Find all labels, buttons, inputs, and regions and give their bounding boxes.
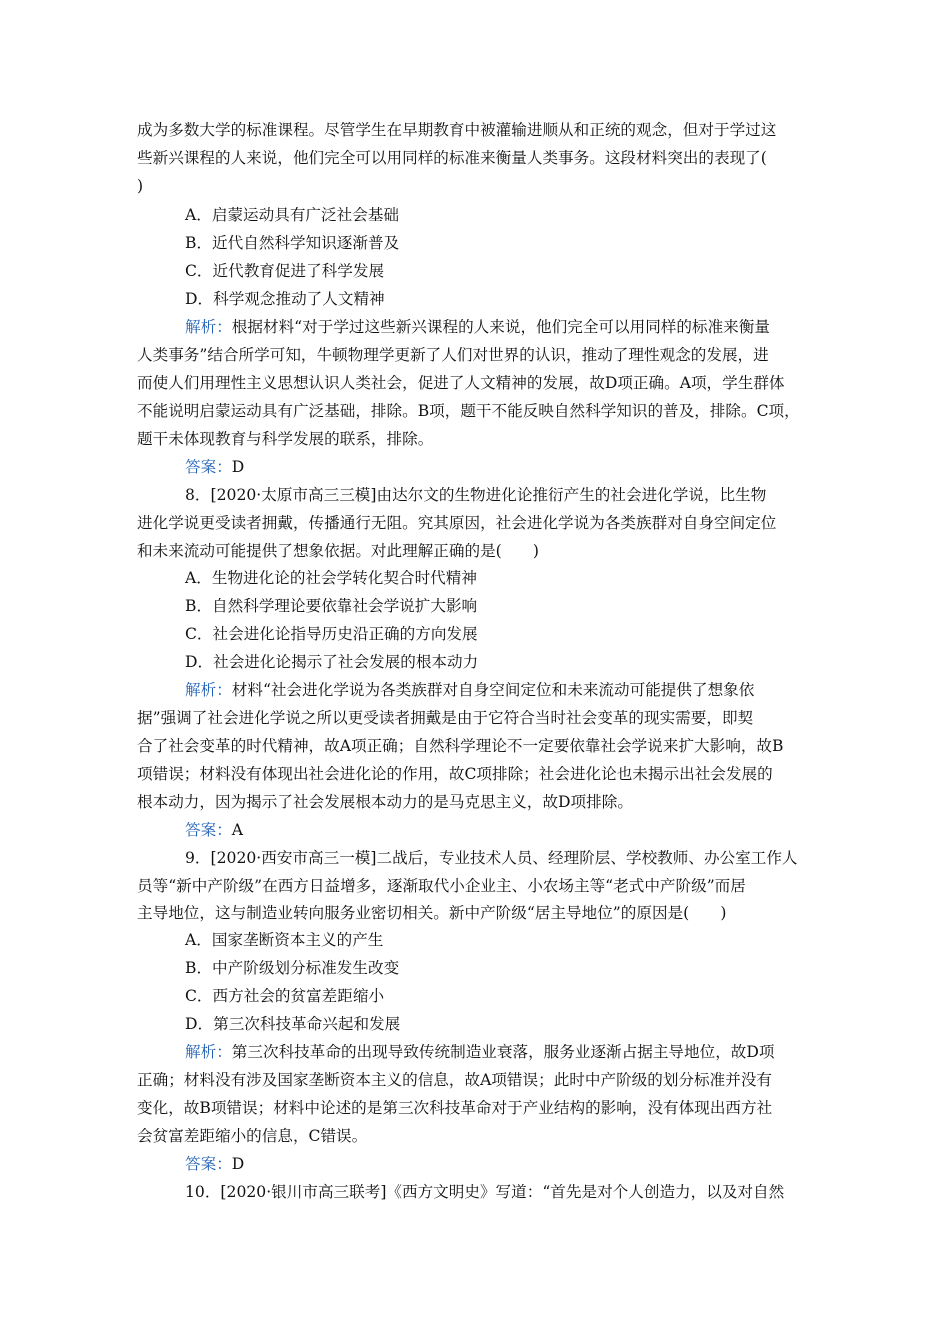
q8-analysis-line: 解析：材料“社会进化学说为各类族群对自身空间定位和未来流动可能提供了想象依: [185, 681, 755, 699]
answer-value: D: [231, 458, 245, 476]
q7-option-b: B．近代自然科学知识逐渐普及: [185, 234, 400, 252]
q9-analysis-line: 会贫富差距缩小的信息，C错误。: [137, 1127, 368, 1145]
q7-analysis-line: 解析：根据材料“对于学过这些新兴课程的人来说，他们完全可以用同样的标准来衡量: [185, 318, 770, 336]
analysis-label: 解析：: [185, 681, 232, 699]
analysis-label: 解析：: [185, 1043, 232, 1061]
q7-stem-line: 些新兴课程的人来说，他们完全可以用同样的标准来衡量人类事务。这段材料突出的表现了(: [137, 149, 767, 167]
q7-option-c: C．近代教育促进了科学发展: [185, 262, 385, 280]
q9-option-a: A．国家垄断资本主义的产生: [185, 931, 384, 949]
q7-answer: [185, 453, 244, 481]
q8-analysis-line: 据”强调了社会进化学说之所以更受读者拥戴是由于它符合当时社会变革的现实需要，即契: [137, 709, 754, 727]
q7-analysis-line: 题干未体现教育与科学发展的联系，排除。: [137, 430, 434, 448]
q8-option-a: A．生物进化论的社会学转化契合时代精神: [185, 569, 477, 587]
answer-label: 答案：: [185, 821, 232, 839]
analysis-label: 解析：: [185, 318, 232, 336]
answer-label: 答案：: [185, 458, 232, 476]
q9-option-b: B．中产阶级划分标准发生改变: [185, 959, 400, 977]
q9-analysis-line: 变化，故B项错误；材料中论述的是第三次科技革命对于产业结构的影响，没有体现出西方社: [137, 1099, 773, 1117]
q8-stem-line: 进化学说更受读者拥戴，传播通行无阻。究其原因，社会进化学说为各类族群对自身空间定位: [137, 514, 777, 532]
q8-stem-line: 8．[2020·太原市高三三模]由达尔文的生物进化论推衍产生的社会进化学说，比生物: [185, 486, 767, 504]
q8-option-c: C．社会进化论指导历史沿正确的方向发展: [185, 625, 478, 643]
q8-analysis-line: 合了社会变革的时代精神，故A项正确；自然科学理论不一定要依靠社会学说来扩大影响，故B: [137, 737, 784, 755]
q7-stem-line: ): [137, 177, 144, 195]
answer-label: 答案：: [185, 1155, 232, 1173]
q9-answer: [185, 1150, 244, 1178]
answer-value: A: [231, 821, 244, 839]
q8-answer: [185, 816, 243, 844]
q7-option-d: D．科学观念推动了人文精神: [185, 290, 385, 308]
q8-option-b: B．自然科学理论要依靠社会学说扩大影响: [185, 597, 478, 615]
q9-option-c: C．西方社会的贫富差距缩小: [185, 987, 385, 1005]
q7-analysis-line: 人类事务”结合所学可知，牛顿物理学更新了人们对世界的认识，推动了理性观念的发展，进: [137, 346, 769, 364]
q9-option-d: D．第三次科技革命兴起和发展: [185, 1015, 401, 1033]
q7-option-a: A．启蒙运动具有广泛社会基础: [185, 206, 399, 224]
q8-stem-line: 和未来流动可能提供了想象依据。对此理解正确的是( ): [137, 542, 540, 560]
q9-stem-line: 9．[2020·西安市高三一模]二战后，专业技术人员、经理阶层、学校教师、办公室工作人: [185, 849, 798, 867]
q7-analysis-line: 而使人们用理性主义思想认识人类社会，促进了人文精神的发展，故D项正确。A项，学生群体: [137, 374, 785, 392]
q8-analysis-line: 项错误；材料没有体现出社会进化论的作用，故C项排除；社会进化论也未揭示出社会发展的: [137, 765, 773, 783]
q9-analysis-line: 正确；材料没有涉及国家垄断资本主义的信息，故A项错误；此时中产阶级的划分标准并没有: [137, 1071, 773, 1089]
q9-analysis-line: 解析：第三次科技革命的出现导致传统制造业衰落，服务业逐渐占据主导地位，故D项: [185, 1043, 775, 1061]
q10-stem-line: 10．[2020·银川市高三联考]《西方文明史》写道：“首先是对个人创造力，以及对自然: [185, 1183, 785, 1201]
q7-stem-line: 成为多数大学的标准课程。尽管学生在早期教育中被灌输进顺从和正统的观念，但对于学过这: [137, 121, 777, 139]
q7-analysis-line: 不能说明启蒙运动具有广泛基础，排除。B项，题干不能反映自然科学知识的普及，排除。C项，: [137, 402, 800, 420]
q9-stem-line: 主导地位，这与制造业转向服务业密切相关。新中产阶级“居主导地位”的原因是( ): [137, 904, 727, 922]
q8-option-d: D．社会进化论揭示了社会发展的根本动力: [185, 653, 479, 671]
q9-stem-line: 员等“新中产阶级”在西方日益增多，逐渐取代小企业主、小农场主等“老式中产阶级”而居: [137, 877, 746, 895]
q8-analysis-line: 根本动力，因为揭示了社会发展根本动力的是马克思主义，故D项排除。: [137, 793, 633, 811]
answer-value: D: [231, 1155, 245, 1173]
